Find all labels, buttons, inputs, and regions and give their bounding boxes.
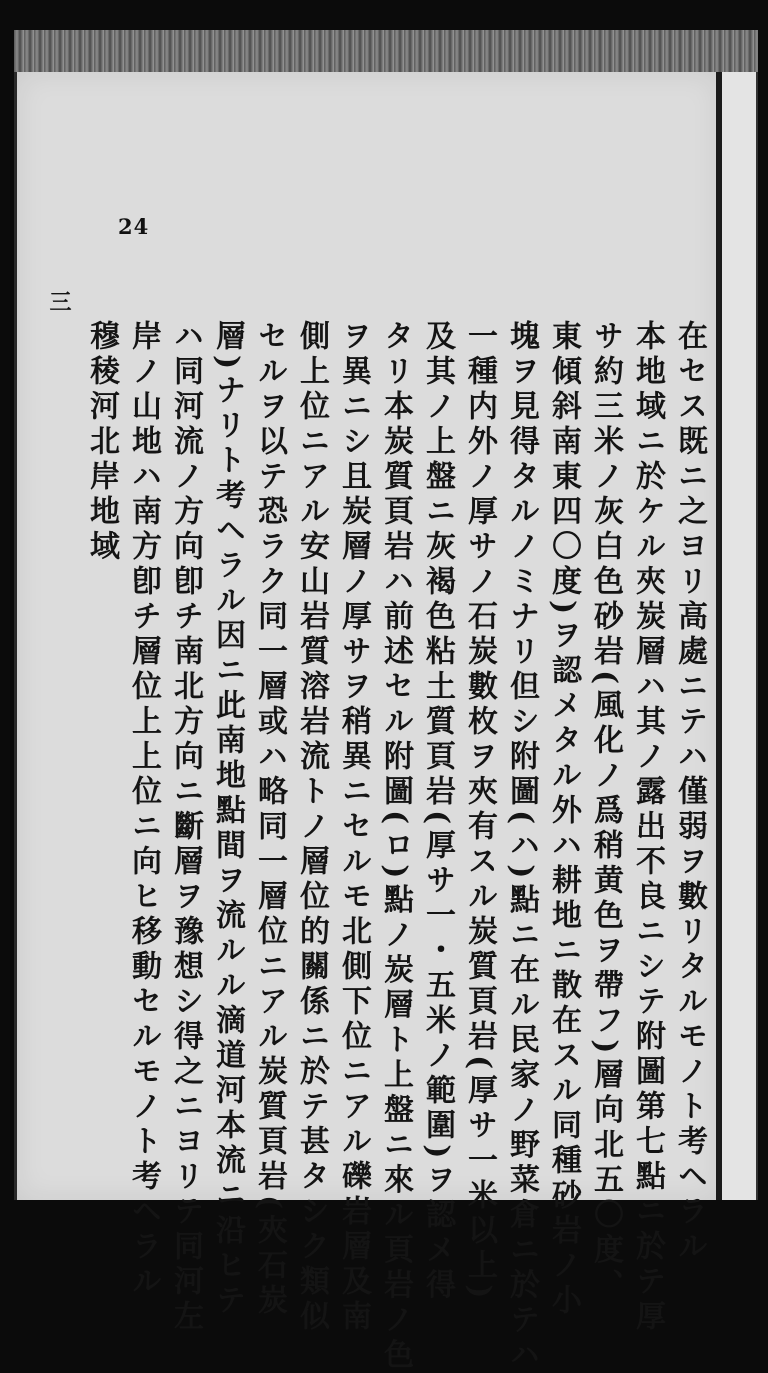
text-column: 側上位ニアル安山岩質溶岩流トノ層位的關係ニ於テ甚タシク類似 <box>294 320 329 1335</box>
page-number: 24 <box>118 214 150 239</box>
text-column: セルヲ以テ恐ラク同一層或ハ略同一層位ニアル炭質頁岩(夾石炭 <box>252 320 287 1320</box>
section-heading: 穆稜河北岸地域 <box>84 320 119 565</box>
next-page-edge <box>722 72 758 1200</box>
book-top-edge <box>14 30 758 76</box>
text-column: 一種内外ノ厚サノ石炭數枚ヲ夾有スル炭質頁岩(厚サ一米以上) <box>462 320 497 1304</box>
text-column: 及其ノ上盤ニ灰褐色粘土質頁岩(厚サ一・五米ノ範圍)ヲ認メ得 <box>420 320 455 1304</box>
text-column: 東傾斜南東四〇度)ヲ認メタル外ハ耕地ニ散在スル同種砂岩ノ小 <box>546 320 581 1320</box>
section-number: 三 <box>46 290 72 314</box>
text-column: 岸ノ山地ハ南方卽チ層位上上位ニ向ヒ移動セルモノト考ヘラル <box>126 320 161 1300</box>
text-column: 層)ナリト考ヘラル因ニ此南地點間ヲ流ルル滴道河本流ニ沿ヒテ <box>210 320 245 1320</box>
text-column: 在セス既ニ之ヨリ高處ニテハ僅弱ヲ數リタルモノト考ヘラル <box>672 320 707 1265</box>
vertical-text-block <box>46 290 710 1373</box>
text-column: サ約三米ノ灰白色砂岩(風化ノ爲稍黄色ヲ帶フ)層向北五〇度、 <box>588 320 623 1304</box>
text-column: タリ本炭質頁岩ハ前述セル附圖(ロ)點ノ炭層ト上盤ニ來ル頁岩ノ色 <box>378 320 413 1373</box>
text-column: 本地域ニ於ケル夾炭層ハ其ノ露出不良ニシテ附圖第七點ニ於テ厚 <box>630 320 665 1335</box>
text-column: ヲ異ニシ且炭層ノ厚サヲ稍異ニセルモ北側下位ニアル礫岩層及南 <box>336 320 371 1335</box>
text-column: ハ同河流ノ方向卽チ南北方向ニ斷層ヲ豫想シ得之ニヨリテ同河左 <box>168 320 203 1335</box>
text-column: 塊ヲ見得タルノミナリ但シ附圖(ハ)點ニ在ル民家ノ野菜倉ニ於テハ <box>504 320 539 1373</box>
